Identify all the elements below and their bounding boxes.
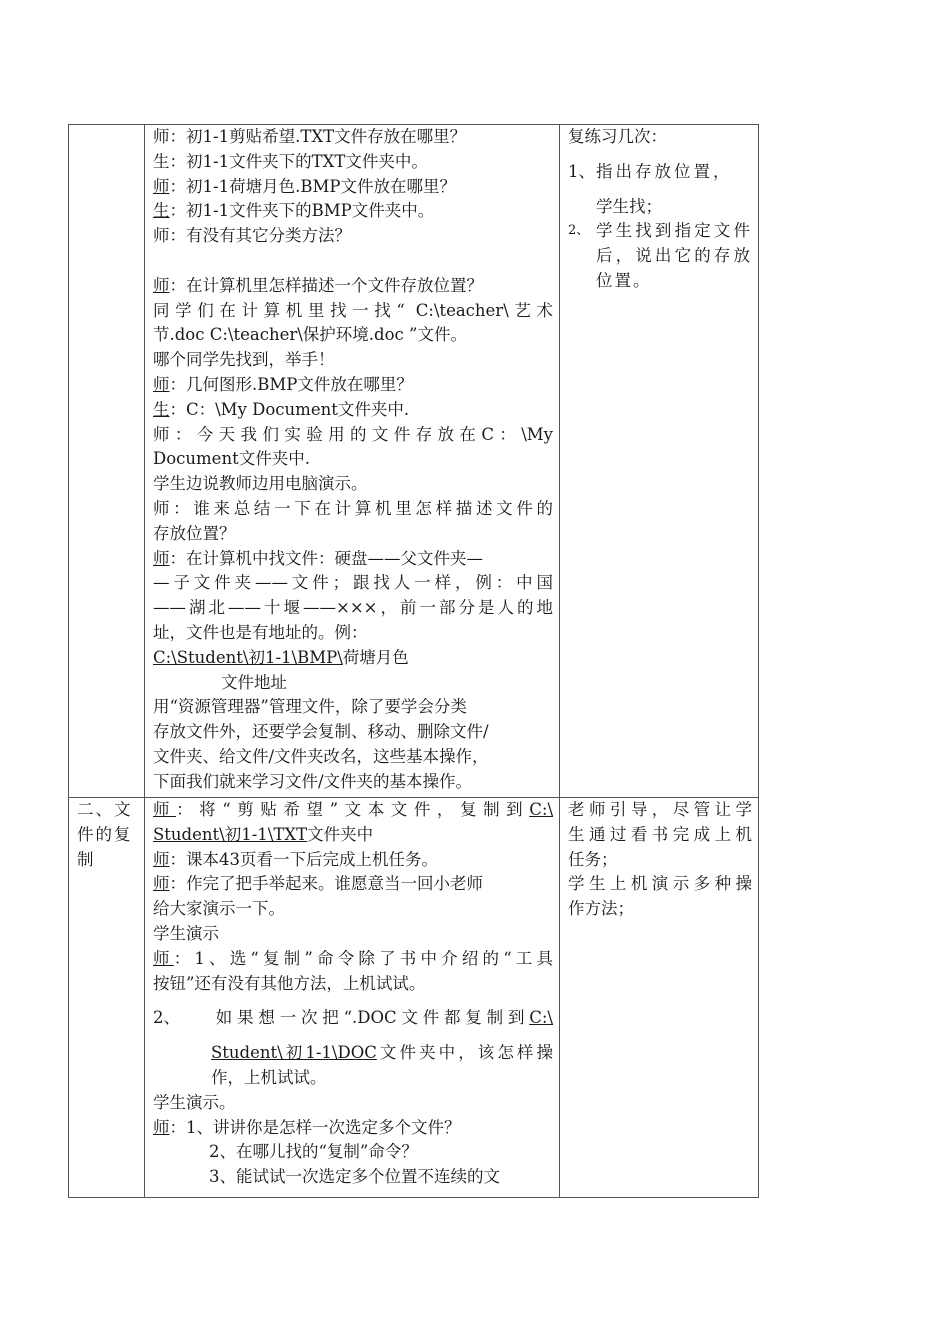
file-address-label: 文件地址	[221, 672, 287, 692]
blank-line	[153, 249, 553, 274]
dialogue-line: 师：1、选“复制”命令除了书中介绍的“工具	[153, 948, 553, 968]
dialogue-line: 生：C：\My Document文件夹中.	[153, 399, 410, 419]
dialogue-line: 师：课本43页看一下后完成上机任务。	[153, 849, 438, 869]
table-row	[69, 798, 759, 1198]
notes-line: 老师引导，尽管让学	[568, 800, 752, 819]
dialogue-line: 哪个同学先找到，举手！	[153, 350, 335, 370]
dialogue-line: 用“资源管理器”管理文件，除了要学会分类	[153, 697, 467, 717]
stage-title: 二、文件的复制	[77, 800, 133, 869]
notes-line: 生通过看书完成上机	[568, 824, 752, 844]
dialogue-line: 作，上机试试。	[211, 1067, 327, 1087]
dialogue-line: 2、在哪儿找的“复制”命令？	[209, 1142, 418, 1162]
dialogue-line: 按钮”还有没有其他方法，上机试试。	[153, 973, 426, 993]
notes-item: 1、 指出存放位置，	[568, 161, 733, 181]
dialogue-line: 师：有没有其它分类方法？	[153, 226, 351, 246]
dialogue-line: 给大家演示一下。	[153, 899, 285, 919]
dialogue-line: 师：在计算机里怎样描述一个文件存放位置？	[153, 275, 483, 295]
dialogue-line: 文件夹、给文件/文件夹改名，这些基本操作，	[153, 746, 489, 766]
dialogue-line: 学生演示	[153, 923, 219, 943]
notes-title: 复练习几次：	[568, 127, 667, 146]
dialogue-line: 下面我们就来学习文件/文件夹的基本操作。	[153, 771, 473, 791]
dialogue-line: 师：今天我们实验用的文件存放在C：\My	[153, 424, 553, 444]
table-row	[69, 125, 759, 798]
dialogue-line: ——湖北——十堰——×××，前一部分是人的地	[153, 598, 553, 618]
dialogue-line: Student\初1-1\TXT文件夹中	[153, 824, 374, 844]
dialogue-line: 3、能试试一次选定多个位置不连续的文	[209, 1167, 500, 1187]
dialogue-line: Document文件夹中.	[153, 449, 310, 469]
dialogue-line: 师：1、讲讲你是怎样一次选定多个文件？	[153, 1117, 461, 1137]
row2-notes-cell	[560, 798, 759, 1198]
dialogue-line: —子文件夹——文件；跟找人一样，例：中国	[153, 573, 553, 593]
dialogue-line: 同学们在计算机里找一找“ C:\teacher\艺术	[153, 300, 553, 320]
dialogue-line: 址，文件也是有地址的。例：	[153, 622, 368, 642]
dialogue-line: 学生演示。	[153, 1092, 236, 1112]
dialogue-line: 师：将“剪贴希望”文本文件，复制到C:\	[153, 800, 553, 819]
notes-line: 任务；	[568, 849, 618, 869]
row2-content-cell	[145, 798, 560, 1198]
dialogue-line: 师：初1-1剪贴希望.TXT文件存放在哪里？	[153, 127, 467, 146]
dialogue-line: 师：几何图形.BMP文件放在哪里？	[153, 374, 413, 394]
notes-item-continued: 学生找；	[596, 196, 662, 216]
dialogue-line: 师：谁来总结一下在计算机里怎样描述文件的	[153, 498, 553, 518]
dialogue-line: 师：初1-1荷塘月色.BMP文件放在哪里？	[153, 176, 456, 196]
notes-line: 学生上机演示多种操	[568, 874, 752, 894]
lesson-plan-table	[68, 124, 759, 1198]
row1-stage-cell	[69, 125, 145, 798]
dialogue-line: 节.doc C:\teacher\保护环境.doc ”文件。	[153, 325, 467, 345]
dialogue-line: Student\初1-1\DOC文件夹中，该怎样操	[211, 1043, 553, 1063]
row2-stage-cell	[69, 798, 145, 1198]
dialogue-line: 2、 如果想一次把“.DOC文件都复制到C:\	[153, 1008, 553, 1028]
file-path-example: C:\Student\初1-1\BMP\荷塘月色	[153, 647, 409, 667]
dialogue-line: 师：在计算机中找文件：硬盘——父文件夹—	[153, 548, 483, 568]
notes-line: 作方法；	[568, 899, 634, 919]
dialogue-line: 生：初1-1文件夹下的BMP文件夹中。	[153, 201, 435, 221]
dialogue-line: 存放位置？	[153, 523, 236, 543]
row1-content-cell	[145, 125, 560, 798]
row1-notes-cell	[560, 125, 759, 798]
dialogue-line: 生：初1-1文件夹下的TXT文件夹中。	[153, 151, 428, 171]
dialogue-line: 师：作完了把手举起来。谁愿意当一回小老师	[153, 874, 483, 894]
dialogue-line: 存放文件外，还要学会复制、移动、删除文件/	[153, 722, 489, 742]
notes-item: 2、 学生找到指定文件后，说出它的存放位置。	[568, 221, 752, 290]
dialogue-line: 学生边说教师边用电脑演示。	[153, 474, 368, 494]
